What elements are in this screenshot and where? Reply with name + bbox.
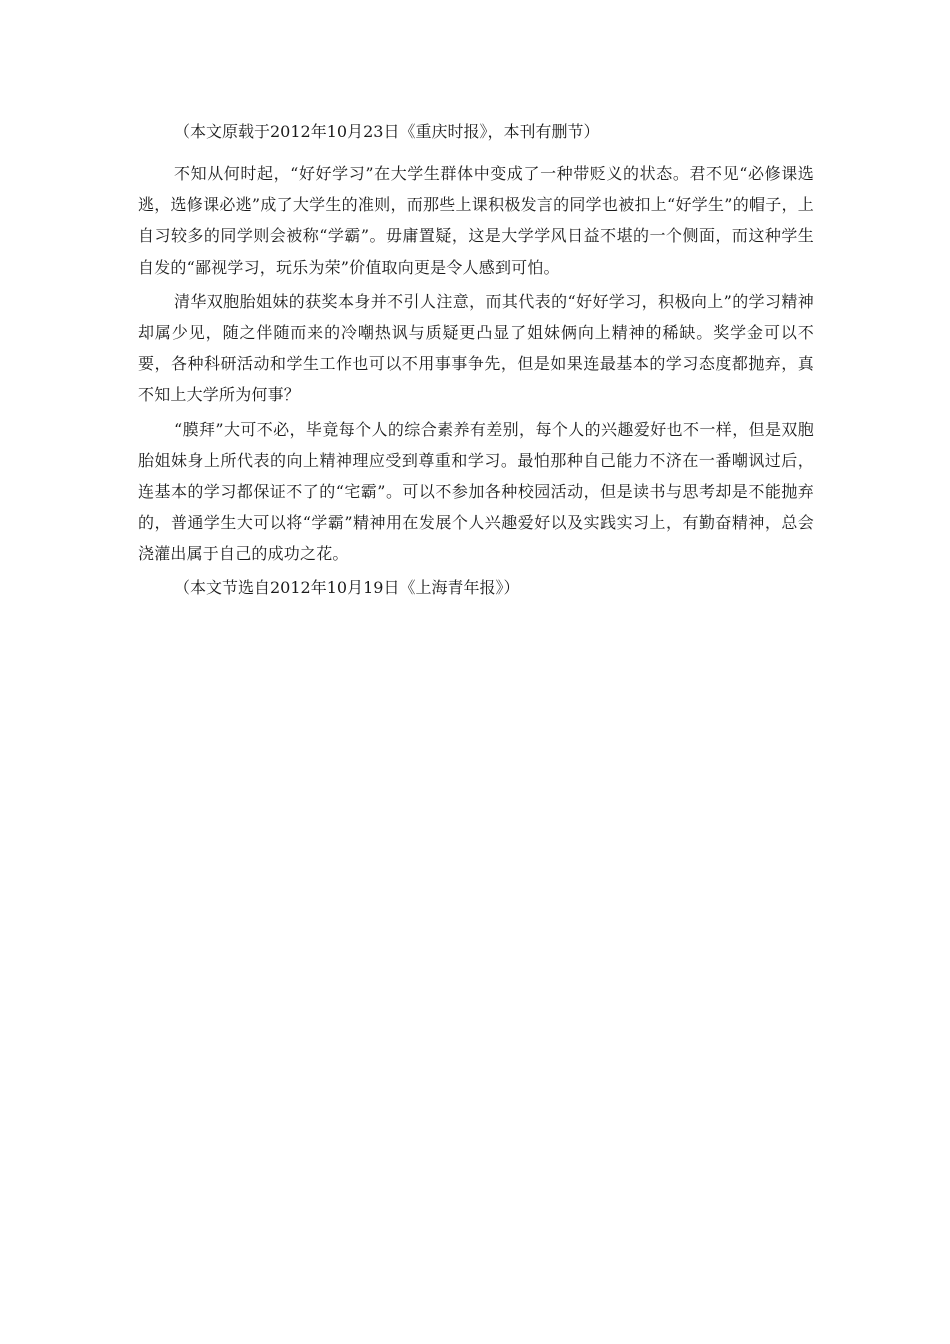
article-body: [138, 122, 814, 598]
source-note-top: （本文原载于2012年10月23日《重庆时报》，本刊有删节）: [174, 122, 600, 141]
paragraph-1: 不知从何时起，“好好学习”在大学生群体中变成了一种带贬义的状态。君不见“必修课选逃，选修课必逃”成了大学生的准则，而那些上课积极发言的同学也被扣上“好学生”的帽子，上自习较多的同学则会被称“学霸”。毋庸置疑，这是大学学风日益不堪的一个侧面，而这种学生自发的“鄙视学习，玩乐为荣”价值取向更是令人感到可怕。: [138, 164, 814, 277]
source-note-bottom: （本文节选自2012年10月19日《上海青年报》）: [174, 577, 520, 597]
paragraph-3: “膜拜”大可不必，毕竟每个人的综合素养有差别，每个人的兴趣爱好也不一样，但是双胞胎姐妹身上所代表的向上精神理应受到尊重和学习。最怕那种自己能力不济在一番嘲讽过后，连基本的学习都保证不了的“宅霸”。可以不参加各种校园活动，但是读书与思考却是不能抛弃的，普通学生大可以将“学霸”精神用在发展个人兴趣爱好以及实践实习上，有勤奋精神，总会浇灌出属于自己的成功之花。: [138, 419, 814, 564]
paragraph-2: 清华双胞胎姐妹的获奖本身并不引人注意，而其代表的“好好学习，积极向上”的学习精神却属少见，随之伴随而来的冷嘲热讽与质疑更凸显了姐妹俩向上精神的稀缺。奖学金可以不要，各种科研活动和学生工作也可以不用事事争先，但是如果连最基本的学习态度都抛弃，真不知上大学所为何事？: [138, 291, 814, 405]
